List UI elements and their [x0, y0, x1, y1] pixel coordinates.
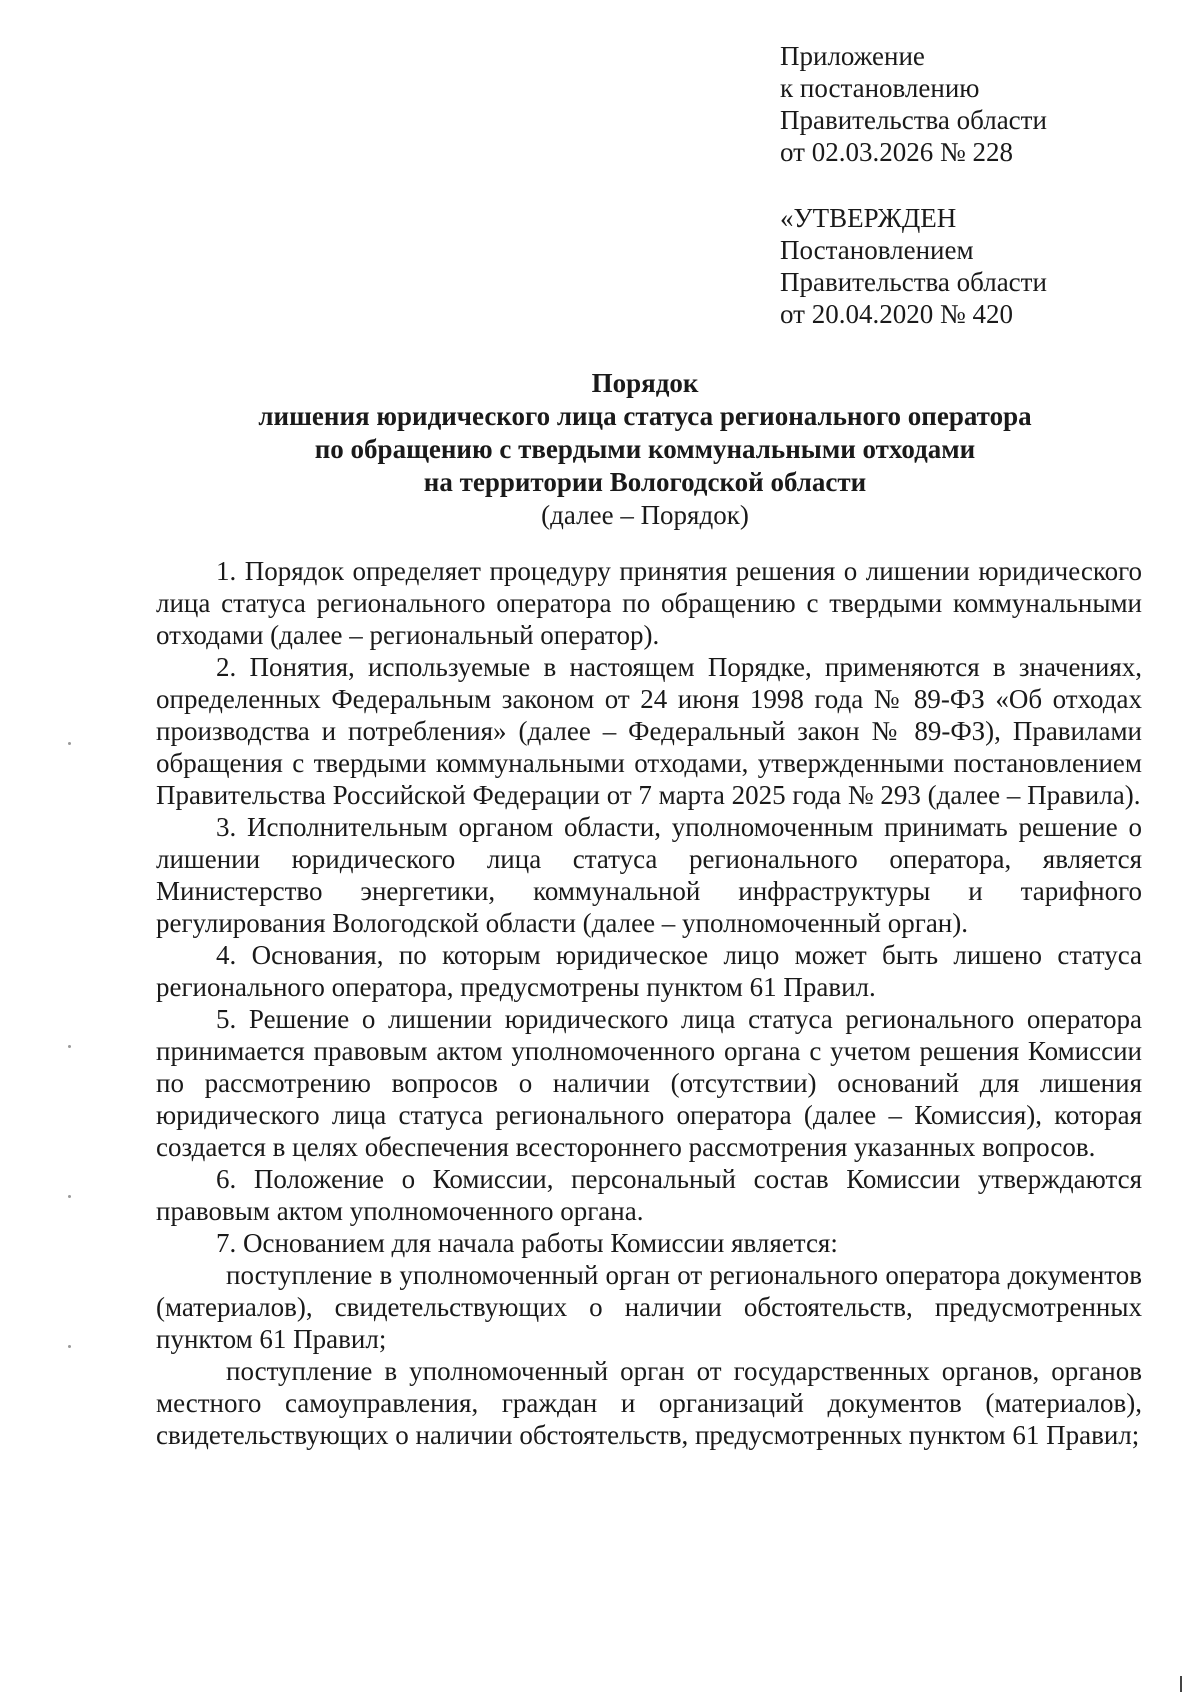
document-body: [156, 555, 1142, 1451]
approval-line: Постановлением: [780, 235, 974, 265]
paragraph-1: 1. Порядок определяет процедуру принятия решения о лишении юридического лица статуса регионального оператора по обращению с твердыми коммунальными отходами (далее – региональный оператор).: [156, 556, 1142, 650]
title-heading: Порядок: [591, 368, 699, 398]
approval-block: [780, 202, 1180, 330]
appendix-line: к постановлению: [780, 73, 980, 103]
paragraph-4: 4. Основания, по которым юридическое лицо может быть лишено статуса регионального оператора, предусмотрены пунктом 61 Правил.: [156, 940, 1142, 1002]
title-note: (далее – Порядок): [541, 500, 749, 530]
appendix-date-number: от 02.03.2026 № 228: [780, 137, 1013, 167]
scan-edge-mark: [1180, 1676, 1182, 1692]
paragraph-5: 5. Решение о лишении юридического лица статуса регионального оператора принимается правовым актом уполномоченного органа с учетом решения Комиссии по рассмотрению вопросов о наличии (отсутствии) оснований для лишения юридического лица статуса регионального оператора (далее – Комиссия), которая создается в целях обеспечения всестороннего рассмотрения указанных вопросов.: [156, 1004, 1142, 1162]
scan-margin-dot: [68, 1345, 71, 1348]
scan-margin-dot: [68, 742, 71, 745]
scan-margin-dot: [68, 1195, 71, 1198]
approval-line: Правительства области: [780, 267, 1047, 297]
title-line: по обращению с твердыми коммунальными отходами: [314, 434, 976, 464]
paragraph-6: 6. Положение о Комиссии, персональный состав Комиссии утверждаются правовым актом уполномоченного органа.: [156, 1164, 1142, 1226]
approval-date-number: от 20.04.2020 № 420: [780, 299, 1013, 329]
appendix-block: [780, 40, 1180, 168]
approval-line: «УТВЕРЖДЕН: [780, 203, 957, 233]
title-line: на территории Вологодской области: [423, 467, 867, 497]
title-line: лишения юридического лица статуса регионального оператора: [258, 401, 1032, 431]
appendix-line: Приложение: [780, 41, 925, 71]
paragraph-3: 3. Исполнительным органом области, уполномоченным принимать решение о лишении юридического лица статуса регионального оператора, является Министерство энергетики, коммунальной инфраструктуры и тарифного регулирования Вологодской области (далее – уполномоченный орган).: [156, 812, 1142, 938]
scan-margin-dot: [68, 1045, 71, 1048]
paragraph-7-item-2: поступление в уполномоченный орган от государственных органов, органов местного самоуправления, граждан и организаций документов (материалов), свидетельствующих о наличии обстоятельств, предусмотренных пунктом 61 Правил;: [156, 1356, 1142, 1450]
appendix-line: Правительства области: [780, 105, 1047, 135]
paragraph-7-item-1: поступление в уполномоченный орган от регионального оператора документов (материалов), свидетельствующих о наличии обстоятельств, предусмотренных пунктом 61 Правил;: [156, 1260, 1142, 1354]
paragraph-7: 7. Основанием для начала работы Комиссии является:: [216, 1228, 838, 1258]
paragraph-2: 2. Понятия, используемые в настоящем Порядке, применяются в значениях, определенных Федеральным законом от 24 июня 1998 года № 89-ФЗ «Об отходах производства и потребления» (далее – Федеральный закон № 89-ФЗ), Правилами обращения с твердыми коммунальными отходами, утвержденными постановлением Правительства Российской Федерации от 7 марта 2025 года № 293 (далее – Правила).: [156, 652, 1142, 810]
document-title: [150, 367, 1140, 532]
